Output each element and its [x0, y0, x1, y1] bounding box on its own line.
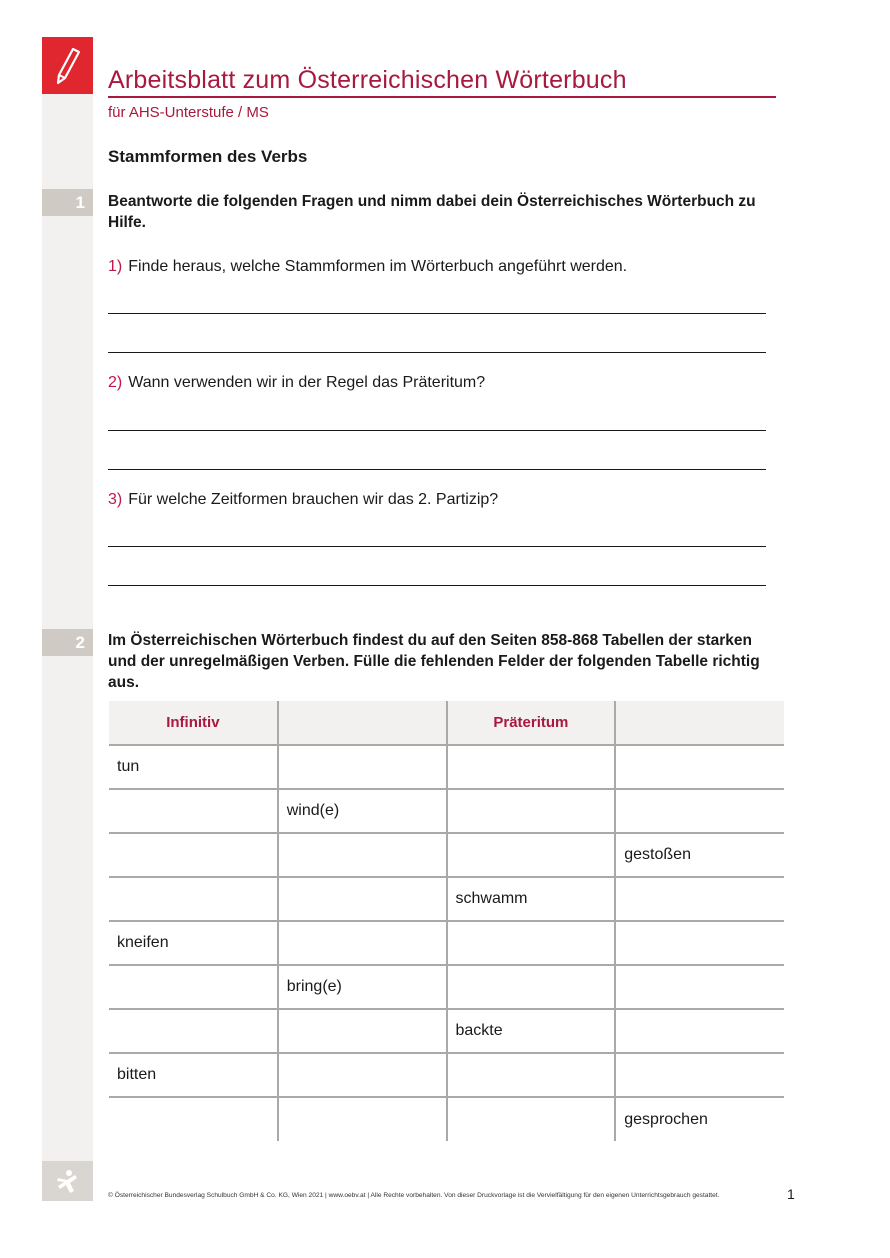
table-row — [109, 833, 784, 877]
table-cell: bitten — [109, 1053, 278, 1097]
worksheet-title: Arbeitsblatt zum Österreichischen Wörterbuch — [108, 64, 776, 98]
question-2 — [108, 374, 485, 392]
table-cell[interactable] — [278, 1009, 447, 1053]
answer-line[interactable] — [108, 313, 766, 314]
table-cell[interactable] — [109, 833, 278, 877]
question-number: 2) — [108, 374, 123, 391]
question-3 — [108, 491, 498, 509]
table-cell[interactable] — [447, 789, 616, 833]
table-cell[interactable] — [447, 1053, 616, 1097]
answer-line[interactable] — [108, 546, 766, 547]
question-text: Für welche Zeitformen brauchen wir das 2. Partizip? — [128, 491, 499, 508]
table-cell: kneifen — [109, 921, 278, 965]
table-row — [109, 921, 784, 965]
table-header-row — [109, 701, 784, 745]
table-cell[interactable] — [278, 1053, 447, 1097]
task-1-instruction: Beantworte die folgenden Fragen und nimm dabei dein Österreichisches Wörterbuch zu Hilfe. — [108, 193, 756, 231]
answer-line[interactable] — [108, 352, 766, 353]
column-header — [278, 701, 447, 745]
table-row — [109, 1097, 784, 1141]
table-cell[interactable] — [447, 833, 616, 877]
page-number: 1 — [787, 1186, 795, 1202]
question-text: Finde heraus, welche Stammformen im Wörterbuch angeführt werden. — [128, 258, 628, 275]
table-cell[interactable] — [109, 1009, 278, 1053]
table-cell[interactable] — [615, 921, 784, 965]
task-number-1: 1 — [42, 189, 93, 216]
table-cell[interactable] — [447, 745, 616, 789]
publisher-logo-box — [42, 1161, 93, 1201]
question-text: Wann verwenden wir in der Regel das Präteritum? — [128, 374, 486, 391]
column-header — [615, 701, 784, 745]
table-row — [109, 789, 784, 833]
table-cell[interactable] — [447, 921, 616, 965]
answer-line[interactable] — [108, 585, 766, 586]
table-cell: tun — [109, 745, 278, 789]
table-cell[interactable] — [278, 877, 447, 921]
table-cell[interactable] — [615, 1053, 784, 1097]
section-heading: Stammformen des Verbs — [108, 147, 308, 166]
table-row — [109, 1053, 784, 1097]
copyright-footer: © Österreichischer Bundesverlag Schulbuch GmbH & Co. KG, Wien 2021 | www.oebv.at | Alle Rechte vorbehalten. Von dieser Druckvorlage ist die Vervielfältigung für den eigenen Unterrichtsgebrauch gestattet. — [108, 1192, 720, 1199]
oebv-logo-icon — [55, 1168, 81, 1194]
question-1 — [108, 258, 627, 276]
table-cell[interactable] — [615, 789, 784, 833]
table-cell[interactable] — [109, 789, 278, 833]
column-header: Infinitiv — [109, 701, 278, 745]
table-cell[interactable] — [615, 965, 784, 1009]
table-cell: bring(e) — [278, 965, 447, 1009]
question-number: 3) — [108, 491, 123, 508]
table-cell: gesprochen — [624, 1110, 708, 1128]
table-cell[interactable] — [278, 921, 447, 965]
column-header: Präteritum — [447, 701, 616, 745]
table-cell[interactable] — [278, 833, 447, 877]
table-row — [109, 965, 784, 1009]
task-number-2: 2 — [42, 629, 93, 656]
table-row — [109, 877, 784, 921]
table-cell: wind(e) — [278, 789, 447, 833]
table-cell[interactable] — [447, 965, 616, 1009]
table-cell: backte — [447, 1009, 616, 1053]
table-cell[interactable] — [615, 1009, 784, 1053]
table-cell[interactable] — [615, 877, 784, 921]
table-row — [109, 1009, 784, 1053]
verb-forms-table — [109, 701, 784, 1141]
table-cell: gestoßen — [615, 833, 784, 877]
pencil-icon — [53, 46, 83, 86]
table-cell[interactable] — [615, 745, 784, 789]
table-cell[interactable] — [109, 1097, 278, 1141]
task-2-instruction: Im Österreichischen Wörterbuch findest du auf den Seiten 858-868 Tabellen der starken und der unregelmäßigen Verben. Fülle die fehlenden Felder der folgenden Tabelle richtig aus. — [108, 632, 760, 691]
table-row — [109, 745, 784, 789]
table-cell[interactable] — [278, 1097, 447, 1141]
table-cell[interactable] — [109, 877, 278, 921]
question-number: 1) — [108, 258, 123, 275]
table-cell[interactable] — [447, 1097, 616, 1141]
answer-line[interactable] — [108, 430, 766, 431]
answer-line[interactable] — [108, 469, 766, 470]
table-cell[interactable] — [278, 745, 447, 789]
logo-box — [42, 37, 93, 94]
table-cell: schwamm — [447, 877, 616, 921]
worksheet-subtitle: für AHS-Unterstufe / MS — [108, 104, 269, 121]
table-cell[interactable] — [109, 965, 278, 1009]
